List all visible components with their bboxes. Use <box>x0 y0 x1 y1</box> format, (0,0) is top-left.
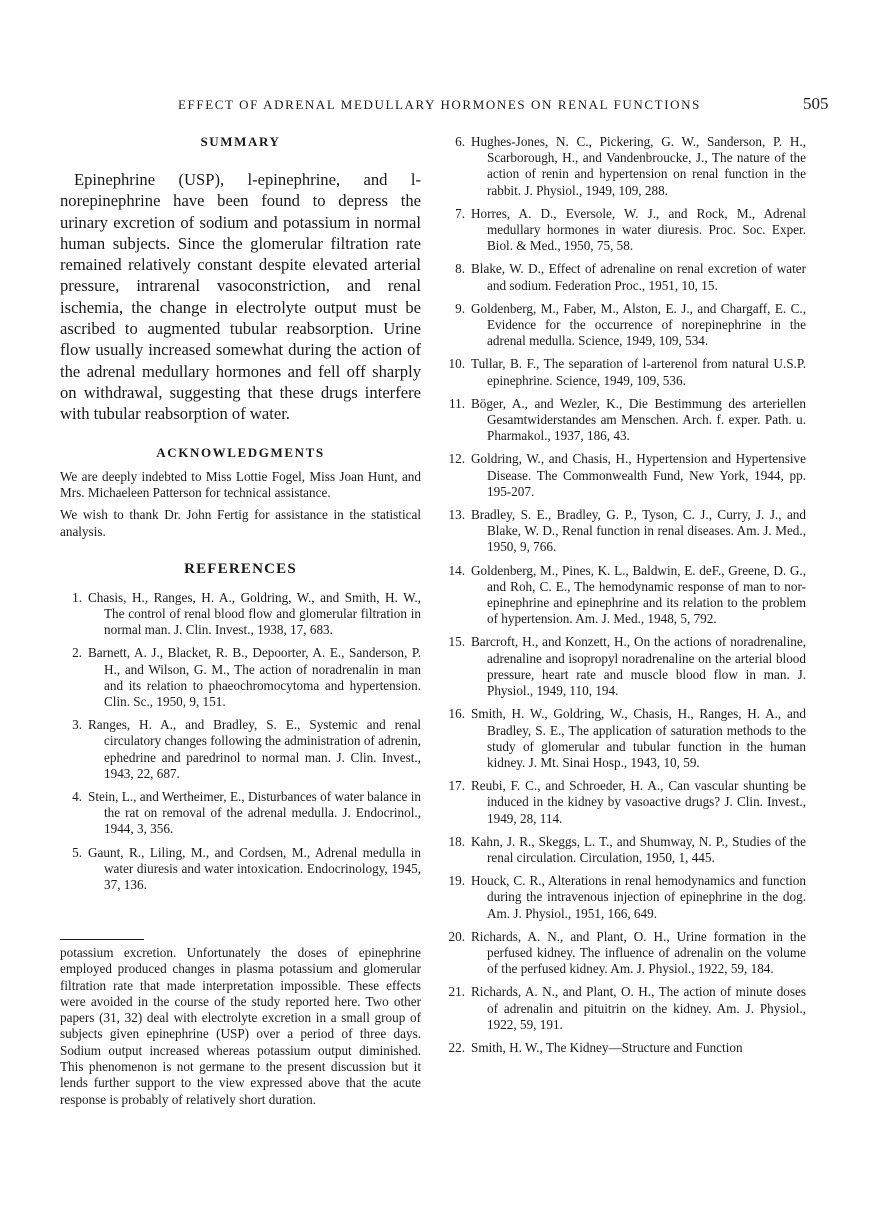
reference-item <box>60 845 421 894</box>
reference-number: 7. <box>455 205 465 221</box>
footnote-continuation: potassium excretion. Unfortunately the doses of epinephrine employed produced changes in plasma potassium and glomerular filtration rate that made interpretation impossible. These effects were avoided in the course of the study reported here. Two other papers (31, 32) deal with electrolyte excretion in a small group of subjects given epinephrine (USP) over a period of three days. Sodium output increased whereas potassium output diminished. This phenomenon is not germane to the present discussion but it lends further support to the view expressed above that the acute response is probably of relatively short duration. <box>60 945 421 1107</box>
reference-item <box>60 717 421 782</box>
reference-number: 22. <box>448 1039 465 1055</box>
reference-number: 18. <box>448 833 465 849</box>
reference-item <box>443 778 806 827</box>
reference-item <box>443 834 806 866</box>
acknowledgments-heading: ACKNOWLEDGMENTS <box>156 444 325 460</box>
reference-item <box>443 1040 806 1056</box>
reference-item <box>443 563 806 628</box>
left-column <box>60 134 421 900</box>
acknowledgment-paragraph: We wish to thank Dr. John Fertig for assistance in the statistical analysis. <box>60 507 421 539</box>
reference-item <box>443 261 806 293</box>
reference-list-left <box>60 590 421 893</box>
acknowledgment-paragraph: We are deeply indebted to Miss Lottie Fogel, Miss Joan Hunt, and Mrs. Michaeleen Patterson for technical assistance. <box>60 468 421 501</box>
reference-item <box>60 645 421 710</box>
reference-text: Richards, A. N., and Plant, O. H., The action of minute doses of adrenalin and pituitrin on the kidney. Am. J. Physiol., 1922, 59, 191. <box>471 984 806 1032</box>
reference-item <box>443 706 806 771</box>
reference-text: Böger, A., and Wezler, K., Die Bestimmung des arteriellen Gesamtwiderstandes am Menschen. Arch. f. exper. Path. u. Pharmakol., 1937, 186, 43. <box>471 395 806 444</box>
reference-text: Bradley, S. E., Bradley, G. P., Tyson, C. J., Curry, J. J., and Blake, W. D., Renal function in renal diseases. Am. J. Med., 1950, 9, 766. <box>471 507 806 555</box>
reference-number: 13. <box>448 507 465 523</box>
reference-number: 2. <box>72 645 82 661</box>
reference-text: Horres, A. D., Eversole, W. J., and Rock, M., Adrenal medullary hormones in water diuresis. Proc. Soc. Exper. Biol. & Med., 1950, 75, 58. <box>471 205 806 254</box>
reference-text: Goldenberg, M., Faber, M., Alston, E. J., and Chargaff, E. C., Evidence for the occurrence of norepinephrine in the adrenal medulla. Science, 1949, 109, 534. <box>471 300 806 349</box>
reference-text: Houck, C. R., Alterations in renal hemodynamics and function during the intravenous injection of epinephrine in the dog. Am. J. Physiol., 1951, 166, 649. <box>471 873 806 921</box>
reference-number: 9. <box>455 300 465 316</box>
page-number: 505 <box>803 94 829 113</box>
reference-number: 21. <box>448 984 465 1000</box>
reference-number: 17. <box>448 778 465 794</box>
references-heading: REFERENCES <box>184 560 297 577</box>
reference-text: Kahn, J. R., Skeggs, L. T., and Shumway, N. P., Studies of the renal circulation. Circulation, 1950, 1, 445. <box>471 833 806 865</box>
footnote-divider <box>60 939 144 940</box>
reference-number: 6. <box>455 134 465 149</box>
reference-item <box>443 873 806 922</box>
reference-item <box>443 301 806 350</box>
reference-number: 10. <box>448 356 465 372</box>
reference-number: 15. <box>448 634 465 650</box>
reference-number: 4. <box>72 788 82 804</box>
reference-list-right <box>443 134 806 1056</box>
reference-number: 14. <box>448 562 465 578</box>
reference-text: Smith, H. W., Goldring, W., Chasis, H., Ranges, H. A., and Bradley, S. E., The application of saturation methods to the study of glomerular and tubular function in the human kidney. J. Mt. Sinai Hosp., 1943, 10, 59. <box>471 706 806 770</box>
reference-text: Barnett, A. J., Blacket, R. B., Depoorter, A. E., Sanderson, P. H., and Wilson, G. M., The action of noradrenalin in man and its relation to phaeochromocytoma and hypertension. Clin. Sc., 1950, 9, 151. <box>88 645 421 709</box>
reference-number: 20. <box>448 928 465 944</box>
reference-text: Reubi, F. C., and Schroeder, H. A., Can vascular shunting be induced in the kidney by vasoactive drugs? J. Clin. Invest., 1949, 28, 114. <box>471 778 806 826</box>
reference-item <box>443 396 806 445</box>
reference-text: Tullar, B. F., The separation of l-arterenol from natural U.S.P. epinephrine. Science, 1949, 109, 536. <box>471 356 806 388</box>
reference-text: Chasis, H., Ranges, H. A., Goldring, W., and Smith, H. W., The control of renal blood flow and glomerular filtration in normal man. J. Clin. Invest., 1938, 17, 683. <box>88 589 421 638</box>
reference-text: Richards, A. N., and Plant, O. H., Urine formation in the perfused kidney. The influence of adrenalin on the volume of the perfused kidney. Am. J. Physiol., 1922, 59, 184. <box>471 928 806 977</box>
reference-number: 19. <box>448 873 465 889</box>
reference-item <box>443 507 806 556</box>
reference-item <box>443 134 806 199</box>
reference-item <box>443 929 806 978</box>
summary-heading: SUMMARY <box>200 134 281 149</box>
right-column <box>443 134 806 1063</box>
reference-text: Gaunt, R., Liling, M., and Cordsen, M., Adrenal medulla in water diuresis and water intoxication. Endocrinology, 1945, 37, 136. <box>88 844 421 892</box>
reference-number: 16. <box>448 706 465 722</box>
reference-text: Stein, L., and Wertheimer, E., Disturbances of water balance in the rat on removal of the adrenal medulla. J. Endocrinol., 1944, 3, 356. <box>88 788 421 837</box>
reference-item <box>443 634 806 699</box>
reference-item <box>60 590 421 639</box>
reference-text: Smith, H. W., The Kidney—Structure and Function <box>471 1039 743 1055</box>
reference-text: Goldring, W., and Chasis, H., Hypertension and Hypertensive Disease. The Commonwealth Fund, New York, 1944, pp. 195-207. <box>471 451 806 499</box>
reference-number: 12. <box>448 451 465 467</box>
reference-text: Ranges, H. A., and Bradley, S. E., Systemic and renal circulatory changes following the administration of adrenin, ephedrine and paredrinol to normal man. J. Clin. Invest., 1943, 22, 687. <box>88 717 421 781</box>
reference-number: 8. <box>455 261 465 277</box>
reference-number: 3. <box>72 717 82 733</box>
reference-item <box>443 356 806 388</box>
reference-number: 11. <box>449 395 465 411</box>
reference-text: Hughes-Jones, N. C., Pickering, G. W., Sanderson, P. H., Scarborough, H., and Vandenbroucke, J., The nature of the action of renin and hypertension on renal function in the rabbit. J. Physiol., 1949, 109, 288. <box>471 134 806 198</box>
reference-item <box>443 451 806 500</box>
running-head: EFFECT OF ADRENAL MEDULLARY HORMONES ON RENAL FUNCTIONS <box>178 97 701 112</box>
reference-item <box>443 206 806 255</box>
reference-number: 1. <box>72 589 82 605</box>
reference-item <box>60 789 421 838</box>
reference-text: Barcroft, H., and Konzett, H., On the actions of noradrenaline, adrenaline and isopropyl noradrenaline on the arterial blood pressure, heart rate and muscle blood flow in man. J. Physiol., 1949, 110, 194. <box>471 634 806 699</box>
reference-text: Blake, W. D., Effect of adrenaline on renal excretion of water and sodium. Federation Proc., 1951, 10, 15. <box>471 261 806 293</box>
summary-paragraph: Epinephrine (USP), l-epinephrine, and l-norepinephrine have been found to depress the urinary excretion of sodium and potassium in normal human subjects. Since the glomerular filtration rate remained relatively constant despite elevated arterial pressure, intrarenal vasoconstriction, and renal ischemia, the change in electrolyte output must be ascribed to augmented tubular reabsorption. Urine flow usually increased somewhat during the action of the adrenal medullary hormones and fell off sharply on withdrawal, suggesting that these drugs interfere with tubular reabsorption of water. <box>60 170 421 424</box>
reference-number: 5. <box>72 844 82 860</box>
reference-item <box>443 984 806 1033</box>
reference-text: Goldenberg, M., Pines, K. L., Baldwin, E. deF., Greene, D. G., and Roh, C. E., The hemodynamic response of man to nor-epinephrine and epinephrine and its relation to the problem of hypertension. Am. J. Med., 1948, 5, 792. <box>471 562 806 627</box>
